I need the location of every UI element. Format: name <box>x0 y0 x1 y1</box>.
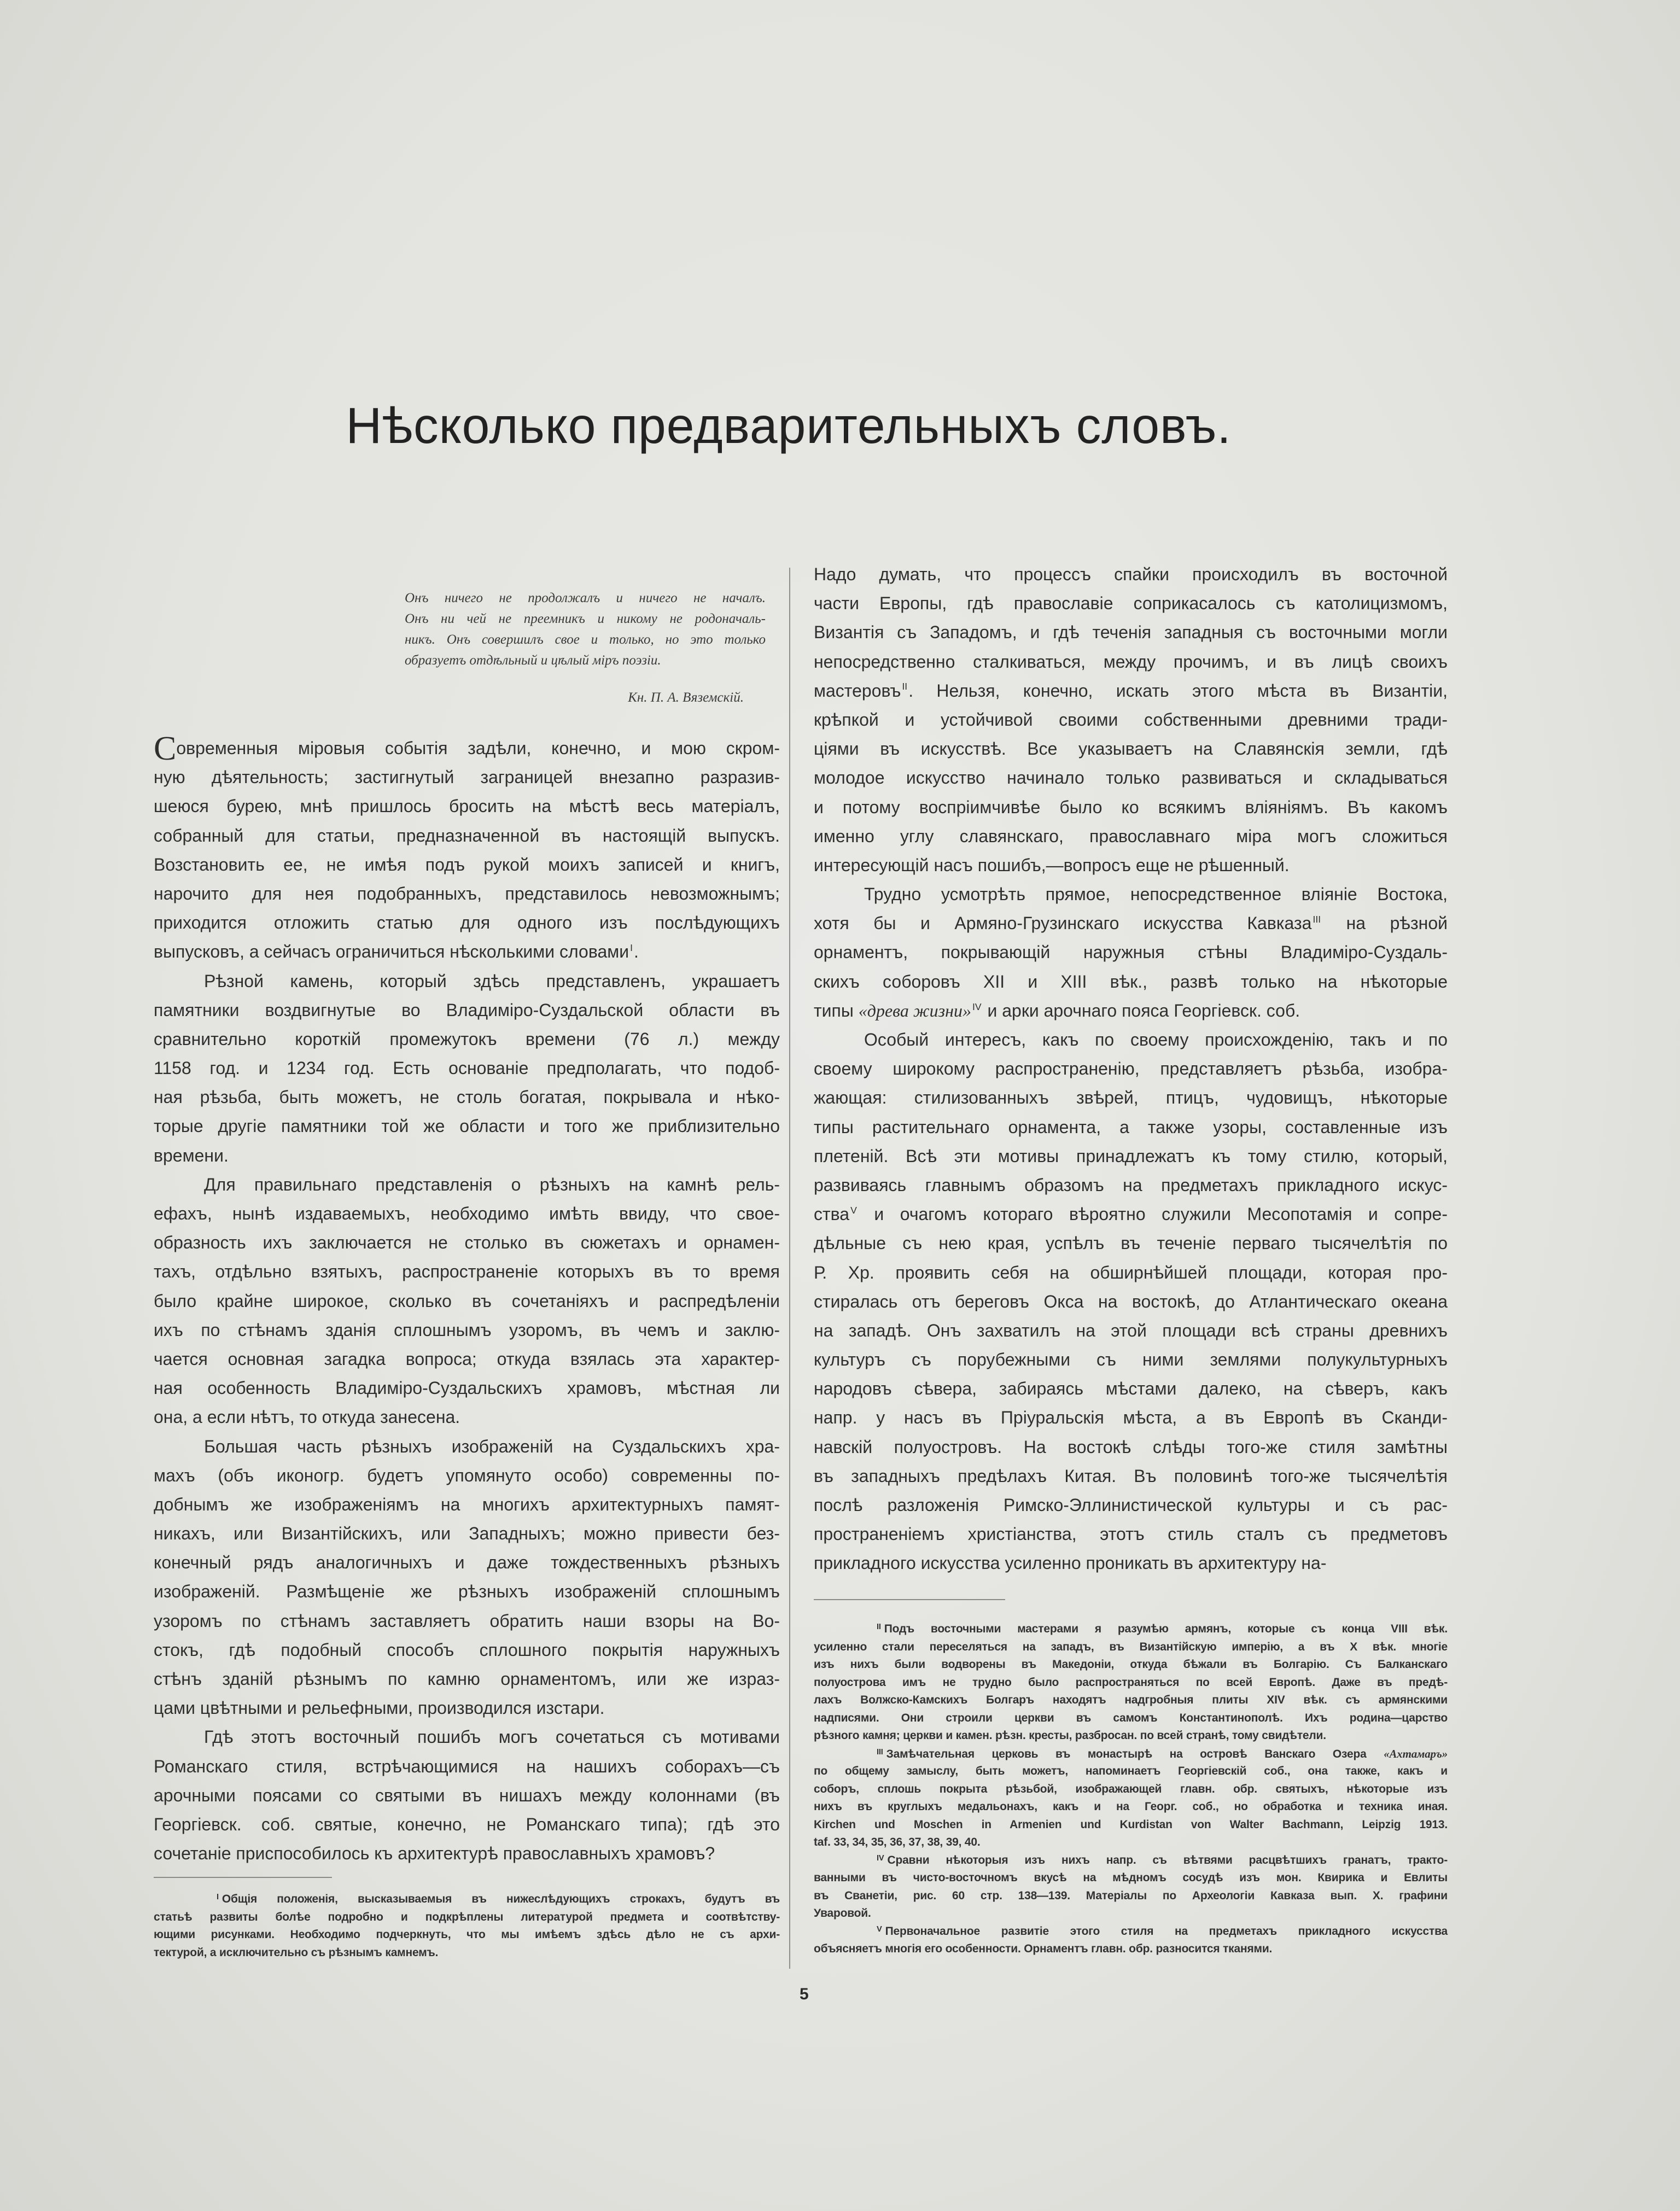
text-line: статьѣ развиты болѣе подробно и подкрѣплены литературой предмета и соотвѣтству- <box>154 1910 780 1923</box>
text-line: торые другіе памятники той же области и того же приблизительно <box>154 1116 780 1136</box>
text-line: соборъ, сплошь покрыта рѣзьбой, изображающей главн. обр. святыхъ, нѣкоторые изъ <box>814 1782 1448 1795</box>
text-segment: на рѣзной <box>1322 913 1448 934</box>
paragraph <box>154 967 780 1170</box>
text-line: ная особенность Владиміро-Суздальскихъ храмовъ, мѣстная ли <box>154 1378 780 1398</box>
text-line: Р. Хр. проявить себя на обширнѣйшей площади, которая про- <box>814 1262 1448 1282</box>
text-line: жающая: стилизованныхъ звѣрей, птицъ, чудовищъ, нѣкоторые <box>814 1088 1448 1108</box>
footnote-marker: III <box>1312 913 1321 925</box>
text-line: типы растительнаго орнамента, а также узоры, составленные изъ <box>814 1117 1448 1137</box>
text-line: нарочито для нея подобранныхъ, представилось невозможнымъ; <box>154 883 780 903</box>
paragraph <box>154 1432 780 1723</box>
epigraph-line: никъ. Онъ совершилъ свое и только, но это только <box>405 632 766 647</box>
text-line: чается основная загадка вопроса; откуда взялась эта характер- <box>154 1349 780 1369</box>
text-line: своему широкому распространенію, представляетъ рѣзьба, изобра- <box>814 1059 1448 1079</box>
text-line: ную дѣятельность; застигнутый заграницей внезапно разразив- <box>154 767 780 787</box>
text-line: рѣзного камня; церкви и камен. рѣзн. кресты, разбросан. по всей странѣ, тому свидѣтели. <box>814 1729 1326 1742</box>
text-line: Возстановить ее, не имѣя подъ рукой моихъ записей и книгъ, <box>154 854 780 874</box>
text-line: послѣ разложенія Римско-Эллинистической культуры и съ рас- <box>814 1495 1448 1515</box>
paragraph <box>814 1620 1448 1745</box>
footnote-marker: II <box>877 1623 881 1632</box>
text-line: стиралась отъ береговъ Окса на востокѣ, до Атлантическаго океана <box>814 1291 1448 1311</box>
text-line <box>814 1200 1448 1229</box>
text-line <box>814 1745 1448 1763</box>
page-title <box>0 398 1577 453</box>
italic-text: «древа жизни» <box>858 1000 971 1020</box>
drop-cap: С <box>154 730 177 767</box>
left-column-body <box>154 730 780 1868</box>
text-line: изображеній. Размѣщеніе же рѣзныхъ изображеній сплошнымъ <box>154 1582 780 1602</box>
right-footnotes <box>814 1620 1448 1958</box>
text-line <box>154 730 780 767</box>
text-line <box>814 909 1448 938</box>
text-line: плетеній. Всѣ эти мотивы принадлежатъ къ тому стилю, который, <box>814 1146 1448 1166</box>
text-line: прикладного искусства усиленно проникать въ архитектуру на- <box>814 1553 1327 1573</box>
text-line: сравнительно короткій промежутокъ времени (76 л.) между <box>154 1029 780 1049</box>
text-line: народовъ сѣвера, забираясь мѣстами далеко, на сѣверъ, какъ <box>814 1379 1448 1399</box>
text-segment: . <box>634 942 639 962</box>
text-line: ефахъ, нынѣ издаваемыхъ, необходимо имѣть ввиду, что свое- <box>154 1204 780 1223</box>
text-line: надписями. Они строили церкви въ самомъ Константинополѣ. Ихъ родина—царство <box>814 1711 1448 1724</box>
text-line: ванными въ чисто-восточномъ вкусѣ на мѣдномъ сосудѣ изъ мон. Квирика и Евлиты <box>814 1871 1448 1884</box>
text-line: интересующій насъ пошибъ,—вопросъ еще не рѣшенный. <box>814 855 1290 875</box>
text-line: крѣпкой и устойчивой своими собственными древними тради- <box>814 709 1448 730</box>
text-line: конечный рядъ аналогичныхъ и даже тождественныхъ рѣзныхъ <box>154 1553 780 1573</box>
paragraph <box>814 560 1448 880</box>
text-line <box>814 1852 1448 1870</box>
text-line: стокъ, гдѣ подобный способъ сплошного покрытія наружныхъ <box>154 1640 780 1660</box>
text-line: орнаментъ, покрывающій наружныя стѣны Владиміро-Суздаль- <box>814 942 1448 962</box>
text-line: ющими рисунками. Необходимо подчеркнуть, что мы имѣемъ здѣсь дѣло не съ архи- <box>154 1928 780 1941</box>
text-line: Надо думать, что процессъ спайки происходилъ въ восточной <box>814 564 1448 584</box>
text-line: приходится отложить статью для одного изъ послѣдующихъ <box>154 913 780 933</box>
text-line <box>814 1620 1448 1638</box>
text-line: образность ихъ заключается не столько въ сюжетахъ и орнамен- <box>154 1233 780 1253</box>
text-line: стѣнъ зданій рѣзнымъ по камню орнаментомъ, или же израз- <box>154 1669 780 1689</box>
text-line: объясняетъ многія его особенности. Орнаментъ главн. обр. разносится тканями. <box>814 1942 1273 1955</box>
epigraph-author: Кн. П. А. Вяземскій. <box>628 690 744 705</box>
text-line: она, а если нѣтъ, то откуда занесена. <box>154 1407 460 1427</box>
text-line: лахъ Волжско-Камскихъ Болгаръ находятъ надгробныя плиты XIV вѣк. съ армянскими <box>814 1694 1448 1706</box>
text-segment: Подъ восточными мастерами я разумѣю армянъ, которые съ конца VIII вѣк. <box>884 1623 1448 1635</box>
text-line: узоромъ по стѣнамъ заставляетъ обратить наши взоры на Во- <box>154 1611 780 1631</box>
page-title-text: Нѣсколько предварительныхъ словъ. <box>346 397 1232 454</box>
text-line <box>814 1923 1448 1941</box>
text-line: развиваясь главнымъ образомъ на предметахъ прикладного искус- <box>814 1175 1448 1195</box>
text-line: дѣльные съ нею края, успѣлъ въ теченіе перваго тысячелѣтія по <box>814 1233 1448 1253</box>
text-line: Гдѣ этотъ восточный пошибъ могъ сочетаться съ мотивами <box>204 1727 780 1747</box>
column-divider <box>789 568 790 1969</box>
left-footnotes <box>154 1891 780 1962</box>
text-line: Рѣзной камень, который здѣсь представленъ, украшаетъ <box>204 971 780 991</box>
text-line: собранный для статьи, предназначенной въ настоящій выпускъ. <box>154 825 780 845</box>
text-line: на западѣ. Онъ захватилъ на этой площади всѣ страны древнихъ <box>814 1320 1448 1340</box>
text-segment: . Нельзя, конечно, искать этого мѣста въ Византіи, <box>908 680 1448 701</box>
footnote-marker: I <box>217 1893 219 1902</box>
text-line: ціями въ искусствѣ. Все указываетъ на Славянскія земли, гдѣ <box>814 739 1448 759</box>
text-segment: типы <box>814 1000 859 1020</box>
text-line: памятники воздвигнутые во Владиміро-Суздальской области въ <box>154 1000 780 1020</box>
text-line: напр. у насъ въ Пріуральскія мѣста, а въ Европѣ въ Сканди- <box>814 1408 1448 1428</box>
text-line: молодое искусство начинало только развиваться и складываться <box>814 768 1448 788</box>
text-line: было крайне широкое, сколько въ сочетаніяхъ и распредѣленіи <box>154 1291 780 1311</box>
text-line: тахъ, отдѣльно взятыхъ, распространеніе которыхъ въ то время <box>154 1262 780 1282</box>
text-line: добнымъ же изображеніямъ на многихъ архитектурныхъ памят- <box>154 1494 780 1514</box>
text-line: культуръ съ порубежными съ ними землями полукультурныхъ <box>814 1350 1448 1370</box>
text-line: ихъ по стѣнамъ зданія сплошнымъ узоромъ, въ чемъ и заклю- <box>154 1320 780 1340</box>
text-line: ная рѣзьба, быть можетъ, не столь богатая, покрывала и нѣко- <box>154 1087 780 1107</box>
text-line: скихъ соборовъ XII и XIII вѣк., развѣ только на нѣкоторые <box>814 971 1448 991</box>
paragraph <box>154 730 780 967</box>
text-line: арочными поясами со святыми въ нишахъ между колоннами (въ <box>154 1785 780 1805</box>
paragraph <box>814 1852 1448 1923</box>
text-segment: Первоначальное развитіе этого стиля на предметахъ прикладного искусства <box>885 1924 1448 1938</box>
text-segment: Сравни нѣкоторыя изъ нихъ напр. съ вѣтвями расцвѣтшихъ гранатъ, тракто- <box>887 1853 1448 1866</box>
text-line: Большая часть рѣзныхъ изображеній на Суздальскихъ хра- <box>204 1436 780 1456</box>
text-line: именно углу славянскаго, православнаго міра могъ сложиться <box>814 826 1448 846</box>
paragraph <box>814 1745 1448 1852</box>
text-line: Византія съ Западомъ, и гдѣ теченія западныя съ восточными могли <box>814 622 1448 643</box>
footnote-marker: IV <box>877 1853 884 1863</box>
text-line <box>154 1891 780 1909</box>
text-line: изъ нихъ были водворены въ Македоніи, откуда бѣжали въ Болгарію. Съ Балканскаго <box>814 1658 1448 1671</box>
paragraph <box>814 880 1448 1025</box>
footnote-marker: I <box>630 942 633 953</box>
text-line: Романскаго стиля, встрѣчающимися на нашихъ соборахъ—съ <box>154 1756 780 1776</box>
paragraph <box>154 1723 780 1868</box>
text-segment: Замѣчательная церковь въ монастырѣ на островѣ Ванскаго Озера <box>886 1747 1384 1760</box>
paragraph <box>814 1923 1448 1958</box>
text-line: нихъ въ круглыхъ медальонахъ, какъ и на Георг. соб., но обработка и техника иная. <box>814 1800 1448 1813</box>
text-line: усиленно стали переселяться на западъ, въ Византійскую имперію, а въ X вѣк. многіе <box>814 1640 1448 1653</box>
epigraph-line: Онъ ни чей не преемникъ и никому не родоначаль- <box>405 611 766 626</box>
text-line: махъ (объ иконогр. будетъ упомянуто особо) современны по- <box>154 1465 780 1485</box>
text-line: непосредственно сталкиваться, между прочимъ, и въ лицѣ своихъ <box>814 651 1448 672</box>
text-line: Трудно усмотрѣть прямое, непосредственное вліяніе Востока, <box>864 884 1448 905</box>
text-line: Для правильнаго представленія о рѣзныхъ на камнѣ рель- <box>204 1174 780 1194</box>
text-line: сочетаніе приспособилось къ архитектурѣ православныхъ храмовъ? <box>154 1844 715 1864</box>
text-segment: и очагомъ котораго вѣроятно служили Месопотамія и сопре- <box>858 1204 1448 1224</box>
text-segment: хотя бы и Армяно-Грузинскаго искусства Кавказа <box>814 913 1312 934</box>
epigraph-line: Онъ ничего не продолжалъ и ничего не началъ. <box>405 591 766 605</box>
text-line: никахъ, или Византійскихъ, или Западныхъ; можно привести без- <box>154 1524 780 1544</box>
text-line: въ Сванетіи, рис. 60 стр. 138—139. Матеріалы по Археологіи Кавказа вып. X. графини <box>814 1889 1448 1902</box>
text-line: 1158 год. и 1234 год. Есть основаніе предполагать, что подоб- <box>154 1058 780 1078</box>
text-line <box>814 996 1448 1025</box>
text-line: навскій полуостровъ. На востокѣ слѣды того-же стиля замѣтны <box>814 1437 1448 1457</box>
text-line: части Европы, гдѣ православіе соприкасалось съ католицизмомъ, <box>814 593 1448 614</box>
epigraph <box>405 588 766 671</box>
text-line: taf. 33, 34, 35, 36, 37, 38, 39, 40. <box>814 1836 981 1848</box>
text-segment: овременныя міровыя событія задѣли, конечно, и мою скром- <box>176 738 780 758</box>
paragraph <box>814 1025 1448 1578</box>
page-number: 5 <box>800 1985 809 2003</box>
text-segment: мастеровъ <box>814 680 901 701</box>
footnote-marker: IV <box>972 1001 982 1012</box>
text-line: тектурой, а исключительно съ рѣзнымъ камнемъ. <box>154 1946 439 1959</box>
text-segment: ства <box>814 1204 850 1224</box>
text-line: пространеніемъ христіанства, этотъ стиль сталъ съ предметовъ <box>814 1524 1448 1544</box>
footnote-marker: V <box>877 1924 882 1934</box>
footnote-marker: V <box>850 1204 857 1216</box>
text-line: Георгіевск. соб. святые, конечно, не Романскаго типа); гдѣ это <box>154 1814 780 1834</box>
right-column-body <box>814 560 1448 1578</box>
text-line: шеюся бурею, мнѣ пришлось бросить на мѣстѣ весь матеріалъ, <box>154 796 780 816</box>
paragraph <box>154 1170 780 1432</box>
text-line: Kirchen und Moschen in Armenien und Kurdistan von Walter Bachmann, Leipzig 1913. <box>814 1818 1448 1831</box>
text-line <box>814 676 1448 705</box>
footnote-marker: II <box>902 681 908 692</box>
text-line: Уваровой. <box>814 1907 871 1920</box>
text-line: Особый интересъ, какъ по своему происхожденію, такъ и по <box>864 1030 1448 1049</box>
text-line: цами цвѣтными и рельефными, производился изстари. <box>154 1698 605 1718</box>
text-line: по общему замыслу, быть можетъ, напоминаетъ Георгіевскій соб., она также, какъ и <box>814 1765 1448 1777</box>
text-line <box>154 937 780 966</box>
italic-text: «Ахтамаръ» <box>1384 1747 1448 1760</box>
text-line: времени. <box>154 1145 229 1165</box>
text-line: въ западныхъ предѣлахъ Китая. Въ половинѣ того-же тысячелѣтія <box>814 1466 1448 1486</box>
text-line: и потому воспріимчивѣе было ко всякимъ вліяніямъ. Въ какомъ <box>814 797 1448 817</box>
footnote-rule-right <box>814 1599 1005 1600</box>
text-line: полуострова имъ не трудно было распространяться по всей Европѣ. Даже въ предѣ- <box>814 1676 1448 1689</box>
paragraph <box>154 1891 780 1962</box>
footnote-rule-left <box>154 1877 332 1878</box>
text-segment: и арки арочнаго пояса Георгіевск. соб. <box>982 1000 1300 1020</box>
text-segment: Общія положенія, высказываемыя въ нижеслѣдующихъ строкахъ, будутъ въ <box>221 1893 780 1905</box>
epigraph-line: образуетъ отдѣльный и цѣлый міръ поэзіи. <box>405 653 661 668</box>
text-segment: выпусковъ, а сейчасъ ограничиться нѣсколькими словами <box>154 942 629 962</box>
footnote-marker: III <box>877 1747 883 1757</box>
